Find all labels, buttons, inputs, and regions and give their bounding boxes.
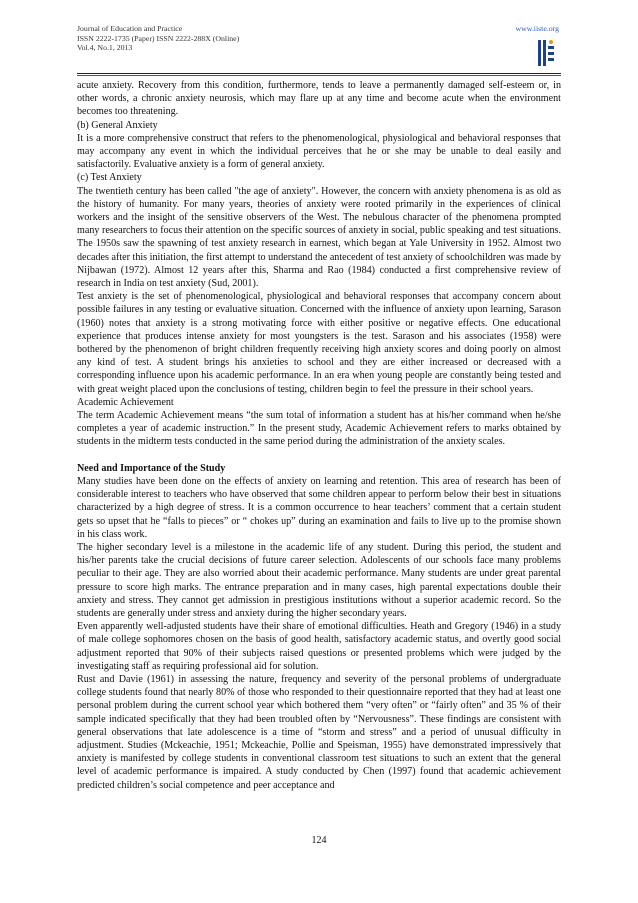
paragraph: acute anxiety. Recovery from this condition, furthermore, tends to leave a permanently damaged self-esteem or, in other words, a chronic anxiety neurosis, which may flare up at any time and become acute when the environment becomes too threatening. <box>77 80 561 118</box>
journal-volume: Vol.4, No.1, 2013 <box>77 43 133 53</box>
paragraph: Rust and Davie (1961) in assessing the nature, frequency and severity of the personal problems of undergraduate college students found that nearly 80% of those who responded to their questionnaire reported that they had at least one personal problem during the current school year which bothered them “very often” or “fairly often” and 35 % of their sample indicated specifically that they had been troubled often by “Nervousness”. These findings are consistent with general observations that late adolescence is a time of “storm and stress” and a period of unusual difficulty in adjustment. Studies (Mckeachie, 1951; Mckeachie, Pollie and Speisman, 1955) have demonstrated impressively that anxiety is manifested by college students in conventional classroom test situations to such an extent that the general level of academic performance is impaired. A study conducted by Chen (1997) found that academic achievement predicted children’s social competence and peer acceptance and <box>77 673 561 791</box>
header-rule <box>77 73 561 74</box>
section-heading-need: Need and Importance of the Study <box>77 462 226 474</box>
section-heading-test-anxiety: (c) Test Anxiety <box>77 172 142 184</box>
paragraph: Even apparently well-adjusted students have their share of emotional difficulties. Heath and Gregory (1946) in a study of male college sophomores chosen on the basis of good health, satisfactory academic status, and overtly good social adjustment reported that 90% of their subjects raised questions or presented problems which were judged by the investigating staff as requiring professional aid for solution. <box>77 621 561 672</box>
iiste-logo-icon <box>537 38 555 68</box>
page-header <box>77 24 561 74</box>
journal-name: Journal of Education and Practice <box>77 24 183 33</box>
section-heading-academic-achievement: Academic Achievement <box>77 396 174 408</box>
paragraph: The term Academic Achievement means “the sum total of information a student has at his/her command when he/she completes a year of academic instruction.” In the present study, Academic Achievement refers to marks obtained by students in the midterm tests conducted in the same period during the administration of the anxiety scales. <box>77 410 561 448</box>
journal-meta <box>77 24 239 53</box>
page-number: 124 <box>311 835 327 846</box>
paragraph: Test anxiety is the set of phenomenological, physiological and behavioral responses that accompany concern about possible failures in any testing or evaluative situation. Concerned with the influence of anxiety upon learning, Sarason (1960) notes that anxiety is a strong motivating force with either positive or negative effects. One educational experience that produces intense anxiety for most youngsters is the test. Sarason and his associates (1958) were bothered by the phenomenon of bright children frequently receiving high anxiety scores and doing poorly on almost any kind of test. A student brings his anxieties to school and they are either increased or decreased with a corresponding influence upon his academic performance. In an era when young people are constantly being tested and with great weight placed upon the conclusions of testing, children begin to feel the pressure in their school years. <box>77 291 561 395</box>
journal-issn: ISSN 2222-1735 (Paper) ISSN 2222-288X (Online) <box>77 33 240 43</box>
paragraph: Many studies have been done on the effects of anxiety on learning and retention. This area of research has been of considerable interest to teachers who have observed that some children appear to perform below their best in situations characterized by a high degree of stress. It is a common occurrence to hear teachers’ comment that a certain student gets so upset that he “falls to pieces” or “ chokes up” during an examination and fails to live up to the promise shown in his class work. <box>77 475 561 540</box>
section-heading-general-anxiety: (b) General Anxiety <box>77 119 158 131</box>
paragraph: The twentieth century has been called "the age of anxiety". However, the concern with anxiety phenomena is as old as the history of humanity. For many years, theories of anxiety were rooted primarily in the experiences of clinical workers and the insight of the sensitive observers of the West. The nebulous character of the phenomena prompted many researchers to focus their attention on the specific sources of anxiety in social, public speaking and test situations. The 1950s saw the spawning of test anxiety research in earnest, which began at Yale University in 1952. Almost two decades after this initiation, the first attempt to understand the antecedent of test anxiety of schoolchildren was made by Nijbawan (1972). Almost 12 years after this, Sharma and Rao (1984) conducted a first comprehensive review of research in India on test anxiety (Sud, 2001). <box>77 185 561 290</box>
header-rule-thin <box>77 75 561 76</box>
paragraph: It is a more comprehensive construct that refers to the phenomenological, physiological and behavioral responses that may accompany any event in which the individual perceives that he or she may be unable to deal easily and satisfactorily. Evaluative anxiety is a form of general anxiety. <box>77 132 561 171</box>
journal-url[interactable]: www.iiste.org <box>515 24 559 33</box>
article-body <box>77 79 561 792</box>
paragraph: The higher secondary level is a milestone in the academic life of any student. During this period, the student and his/her parents take the crucial decisions of future career selection. Adolescents of our schools face many problems peculiar to their age. They are also worried about their academic performance. Many students are under great parental pressure to score high marks. The entrance preparation and in many cases, high parental expectations double their anxiety and stress. They cannot get admission in prestigious institutions without a superior academic record. So the students are generally under stress and anxiety during the higher secondary years. <box>77 541 561 619</box>
